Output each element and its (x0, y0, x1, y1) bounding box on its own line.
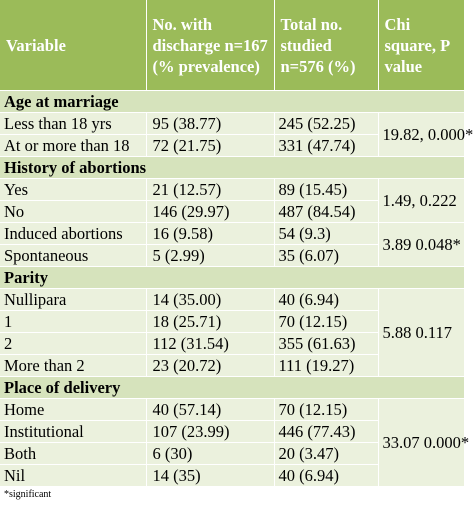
chi-square-abortion-history: 1.49, 0.222 (378, 179, 464, 223)
row-total: 111 (19.27) (274, 355, 378, 377)
row-discharge: 146 (29.97) (146, 201, 274, 223)
row-discharge: 95 (38.77) (146, 113, 274, 135)
row-label: Nullipara (0, 289, 146, 311)
row-label: At or more than 18 (0, 135, 146, 157)
row-total: 35 (6.07) (274, 245, 378, 267)
row-discharge: 21 (12.57) (146, 179, 274, 201)
section-title-age: Age at marriage (0, 91, 464, 113)
row-total: 487 (84.54) (274, 201, 378, 223)
header-total: Total no. studied n=576 (%) (274, 0, 378, 91)
row-discharge: 72 (21.75) (146, 135, 274, 157)
row-total: 331 (47.74) (274, 135, 378, 157)
row-discharge: 112 (31.54) (146, 333, 274, 355)
row-label: 1 (0, 311, 146, 333)
row-label: More than 2 (0, 355, 146, 377)
section-title-abortion: History of abortions (0, 157, 464, 179)
section-row-parity (0, 267, 464, 289)
chi-square-delivery: 33.07 0.000* (378, 399, 464, 487)
row-label: Less than 18 yrs (0, 113, 146, 135)
row-label: No (0, 201, 146, 223)
section-title-delivery: Place of delivery (0, 377, 464, 399)
row-label: Spontaneous (0, 245, 146, 267)
row-discharge: 6 (30) (146, 443, 274, 465)
row-discharge: 23 (20.72) (146, 355, 274, 377)
row-discharge: 40 (57.14) (146, 399, 274, 421)
chi-square-abortion-type: 3.89 0.048* (378, 223, 464, 267)
row-label: Both (0, 443, 146, 465)
row-discharge: 5 (2.99) (146, 245, 274, 267)
section-row-age (0, 91, 464, 113)
row-total: 89 (15.45) (274, 179, 378, 201)
row-discharge: 107 (23.99) (146, 421, 274, 443)
table-row (0, 223, 464, 245)
header-variable: Variable (0, 0, 146, 91)
header-chi-square: Chi square, P value (378, 0, 464, 91)
row-total: 70 (12.15) (274, 399, 378, 421)
table-row (0, 399, 464, 421)
row-total: 40 (6.94) (274, 465, 378, 487)
row-discharge: 18 (25.71) (146, 311, 274, 333)
row-label: Home (0, 399, 146, 421)
header-row (0, 0, 464, 91)
section-row-delivery (0, 377, 464, 399)
row-discharge: 16 (9.58) (146, 223, 274, 245)
row-discharge: 14 (35) (146, 465, 274, 487)
row-label: Yes (0, 179, 146, 201)
row-label: Institutional (0, 421, 146, 443)
row-total: 355 (61.63) (274, 333, 378, 355)
row-total: 70 (12.15) (274, 311, 378, 333)
chi-square-parity: 5.88 0.117 (378, 289, 464, 377)
table-row (0, 179, 464, 201)
section-row-abortion (0, 157, 464, 179)
chi-square-age: 19.82, 0.000* (378, 113, 464, 157)
row-total: 245 (52.25) (274, 113, 378, 135)
header-discharge: No. with discharge n=167 (% prevalence) (146, 0, 274, 91)
row-discharge: 14 (35.00) (146, 289, 274, 311)
row-label: 2 (0, 333, 146, 355)
table-row (0, 289, 464, 311)
row-total: 446 (77.43) (274, 421, 378, 443)
section-title-parity: Parity (0, 267, 464, 289)
row-total: 20 (3.47) (274, 443, 378, 465)
row-total: 54 (9.3) (274, 223, 378, 245)
table-row (0, 113, 464, 135)
row-label: Nil (0, 465, 146, 487)
footnote: *significant (4, 489, 52, 500)
row-total: 40 (6.94) (274, 289, 378, 311)
row-label: Induced abortions (0, 223, 146, 245)
